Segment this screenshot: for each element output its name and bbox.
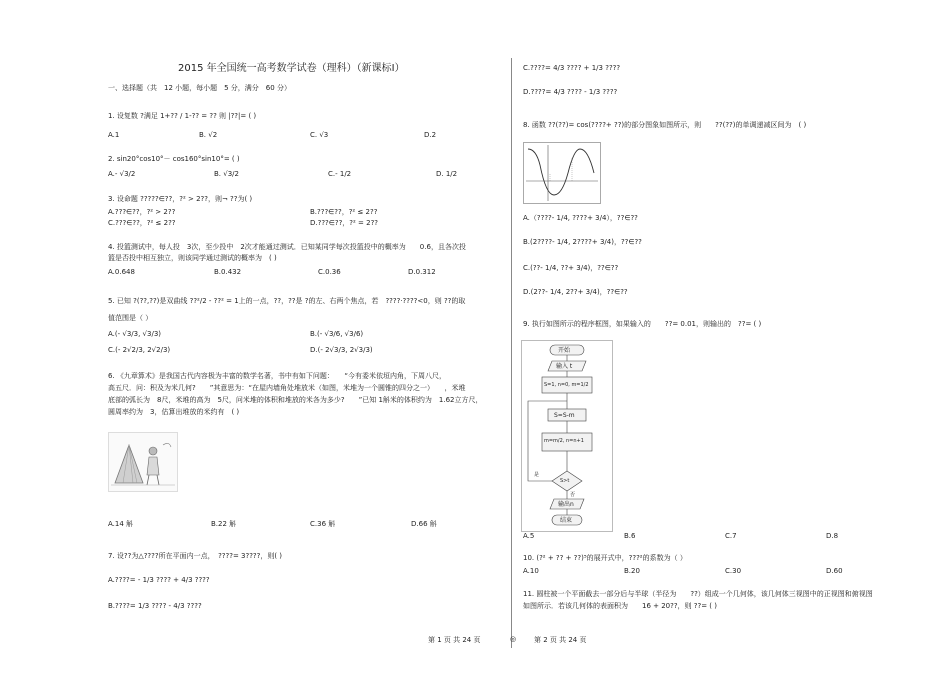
q5-option-d: D.(- 2√3/3, 2√3/3) <box>310 346 373 354</box>
q10-option-a: A.10 <box>523 567 539 575</box>
q9-stem: 9. 执行如图所示的程序框图，如果输入的 ??= 0.01，则输出的 ??= ( ) <box>523 320 762 328</box>
q1-option-d: D.2 <box>424 131 437 139</box>
q1-stem: 1. 设复数 ?满足 1+?? / 1-?? = ?? 则 |??|= ( ) <box>108 112 257 120</box>
q10-option-b: B.20 <box>624 567 640 575</box>
q4-stem-line1: 4. 投篮测试中，每人投 3次，至少投中 2次才能通过测试．已知某同学每次投篮投中的概率为 0.6，且各次投 <box>108 243 466 251</box>
q2-option-b: B. √3/2 <box>214 170 239 178</box>
flow-no: 否 <box>570 492 576 498</box>
flow-output: 输出n <box>558 501 574 508</box>
section-heading: 一、选择题（共 12 小题，每小题 5 分，满分 60 分） <box>108 84 291 92</box>
flowchart-figure <box>521 340 613 532</box>
rice-pile-figure <box>108 432 178 492</box>
q6-option-a: A.14 斛 <box>108 520 134 528</box>
page-footer-right: 第 2 页 共 24 页 <box>534 636 587 644</box>
q2-option-c: C.- 1/2 <box>328 170 352 178</box>
q3-option-b: B.???∈??，?² ≤ 2?? <box>310 208 378 216</box>
q4-option-b: B.0.432 <box>214 268 242 276</box>
q8-stem: 8. 函数 ??(??)= cos(????+ ??)的部分图象如图所示，则 ??(??)的单调递减区间为 ( ) <box>523 121 807 129</box>
q2-option-a: A.- √3/2 <box>108 170 136 178</box>
q5-stem-line2: 值范围是（ ） <box>108 314 153 322</box>
q2-stem: 2. sin20°cos10°－ cos160°sin10°= ( ) <box>108 155 240 163</box>
q7-stem: 7. 设??为△????所在平面内一点， ????= 3????，则( ) <box>108 552 283 560</box>
q10-option-c: C.30 <box>725 567 742 575</box>
flow-subtract: S=S-m <box>554 412 575 419</box>
q5-option-b: B.(- √3/6, √3/6) <box>310 330 364 338</box>
rice-pile-illustration <box>109 433 177 491</box>
q10-stem: 10. (?² + ?? + ??)⁵的展开式中，???²的系数为（ ） <box>523 554 687 562</box>
flow-init: S=1, n=0, m=1/2 <box>544 382 589 388</box>
q6-stem-line1: 6. 《九章算术》是我国古代内容极为丰富的数学名著，书中有如下问题： “今有委米依垣内角，下周八尺， <box>108 372 447 380</box>
right-page <box>513 0 950 640</box>
q4-option-a: A.0.648 <box>108 268 135 276</box>
q10-option-d: D.60 <box>826 567 843 575</box>
q11-stem-line1: 11. 圆柱被一个平面截去一部分后与半球（半径为 ??）组成一个几何体，该几何体三视图中的正视图和俯视图 <box>523 590 873 598</box>
q7-option-a: A.????= - 1/3 ???? + 4/3 ???? <box>108 576 210 584</box>
q6-option-d: D.66 斛 <box>411 520 437 528</box>
q7-option-b: B.????= 1/3 ???? - 4/3 ???? <box>108 602 202 610</box>
flow-yes: 是 <box>534 472 540 478</box>
q6-stem-line4: 圆周率约为 3，估算出堆放的米约有 ( ) <box>108 408 240 416</box>
q3-stem: 3. 设命题 ?????∈??，?² > 2??，则¬ ??为( ) <box>108 195 253 203</box>
q8-option-a: A.（????- 1/4, ????+ 3/4），??∈?? <box>523 214 638 222</box>
exam-title: 2015 年全国统一高考数学试卷（理科）（新课标Ⅰ） <box>178 63 405 74</box>
q7-option-d: D.????= 4/3 ???? - 1/3 ???? <box>523 88 618 96</box>
q9-option-c: C.7 <box>725 532 737 540</box>
q2-option-d: D. 1/2 <box>436 170 458 178</box>
q8-option-b: B.(2????- 1/4, 2????+ 3/4)，??∈?? <box>523 238 642 246</box>
q5-option-a: A.(- √3/3, √3/3) <box>108 330 162 338</box>
q1-option-a: A.1 <box>108 131 120 139</box>
q3-option-d: D.???∈??，?² = 2?? <box>310 219 379 227</box>
q9-option-b: B.6 <box>624 532 636 540</box>
cosine-graph <box>524 143 600 203</box>
q5-stem-line1: 5. 已知 ?(??,??)是双曲线 ??²/2 - ??² = 1上的一点，??，??是 ?的左、右两个焦点，若 ????·????<0，则 ??的取 <box>108 297 466 305</box>
flow-end: 结束 <box>560 517 573 524</box>
q6-option-b: B.22 斛 <box>211 520 237 528</box>
q11-stem-line2: 如图所示．若该几何体的表面积为 16 + 20??，则 ??= ( ) <box>523 602 717 610</box>
q4-option-d: D.0.312 <box>408 268 436 276</box>
q3-option-a: A.???∈??，?² > 2?? <box>108 208 176 216</box>
q6-stem-line2: 高五尺．问：积及为米几何? ”其意思为：“在屋内墙角处堆放米（如图，米堆为一个圆锥的四分之一） ，米堆 <box>108 384 466 392</box>
q8-option-d: D.(2??- 1/4, 2??+ 3/4)，??∈?? <box>523 288 628 296</box>
cosine-graph-figure <box>523 142 601 204</box>
page-footer-left: 第 1 页 共 24 页 <box>428 636 481 644</box>
page-divider <box>511 58 512 648</box>
footer-separator: ◎ <box>510 635 517 643</box>
flow-start: 开始 <box>558 347 571 354</box>
q4-stem-line2: 篮是否投中相互独立，则该同学通过测试的概率为 ( ) <box>108 254 277 262</box>
q9-option-a: A.5 <box>523 532 535 540</box>
q9-option-d: D.8 <box>826 532 839 540</box>
q4-option-c: C.0.36 <box>318 268 341 276</box>
flow-update: m=m/2, n=n+1 <box>544 438 584 444</box>
q3-option-c: C.???∈??，?² ≤ 2?? <box>108 219 176 227</box>
q5-option-c: C.(- 2√2/3, 2√2/3) <box>108 346 171 354</box>
flow-condition: S>t <box>560 478 570 484</box>
q1-option-b: B. √2 <box>199 131 218 139</box>
q8-option-c: C.(??- 1/4, ??+ 3/4)，??∈?? <box>523 264 619 272</box>
q1-option-c: C. √3 <box>310 131 329 139</box>
flow-input: 输入 t <box>556 363 573 370</box>
q7-option-c: C.????= 4/3 ???? + 1/3 ???? <box>523 64 621 72</box>
q6-option-c: C.36 斛 <box>310 520 336 528</box>
q6-stem-line3: 底部的弧长为 8尺，米堆的高为 5尺，问米堆的体积和堆放的米各为多少? ”已知 1斛米的体积约为 1.62立方尺， <box>108 396 483 404</box>
